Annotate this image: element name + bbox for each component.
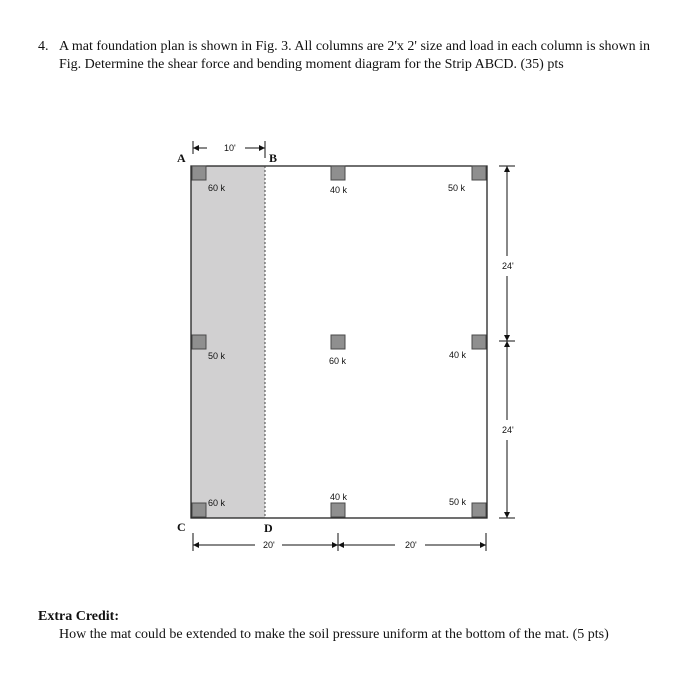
load-r1c1: 60 k	[208, 183, 226, 193]
load-r1c3: 50 k	[448, 183, 466, 193]
column-r2c1	[192, 335, 206, 349]
dimension-span-right-label: 20'	[405, 540, 417, 550]
dimension-height-top-label: 24'	[502, 261, 514, 271]
column-r2c3	[472, 335, 486, 349]
point-a-label: A	[177, 151, 186, 165]
extra-credit	[38, 608, 658, 644]
dimension-span-left-label: 20'	[263, 540, 275, 550]
column-r3c1	[192, 503, 206, 517]
point-b-label: B	[269, 151, 278, 165]
dimension-bottom-spans	[193, 533, 486, 551]
column-r3c3	[472, 503, 486, 517]
dimension-strip-width-label: 10'	[224, 143, 236, 153]
load-r3c2: 40 k	[330, 492, 348, 502]
column-r1c2	[331, 166, 345, 180]
column-r1c3	[472, 166, 486, 180]
load-r3c3: 50 k	[449, 497, 467, 507]
column-r2c2	[331, 335, 345, 349]
load-r2c2: 60 k	[329, 356, 347, 366]
question-text: A mat foundation plan is shown in Fig. 3. All columns are 2'x 2' size and load in each column is shown in Fig. Determine the shear force and bending moment diagram for the Strip ABCD. (35) pts	[59, 39, 650, 72]
question-number: 4.	[38, 39, 49, 54]
load-r2c3: 40 k	[449, 350, 467, 360]
load-r2c1: 50 k	[208, 351, 226, 361]
load-r1c2: 40 k	[330, 185, 348, 195]
column-r3c2	[331, 503, 345, 517]
extra-credit-heading: Extra Credit:	[38, 609, 119, 624]
dimension-right-heights	[499, 166, 515, 518]
load-r3c1: 60 k	[208, 498, 226, 508]
point-d-label: D	[264, 521, 273, 535]
point-c-label: C	[177, 520, 186, 534]
extra-credit-text: How the mat could be extended to make the soil pressure uniform at the bottom of the mat. (5 pts)	[59, 627, 609, 642]
dimension-height-bottom-label: 24'	[502, 425, 514, 435]
column-r1c1	[192, 166, 206, 180]
